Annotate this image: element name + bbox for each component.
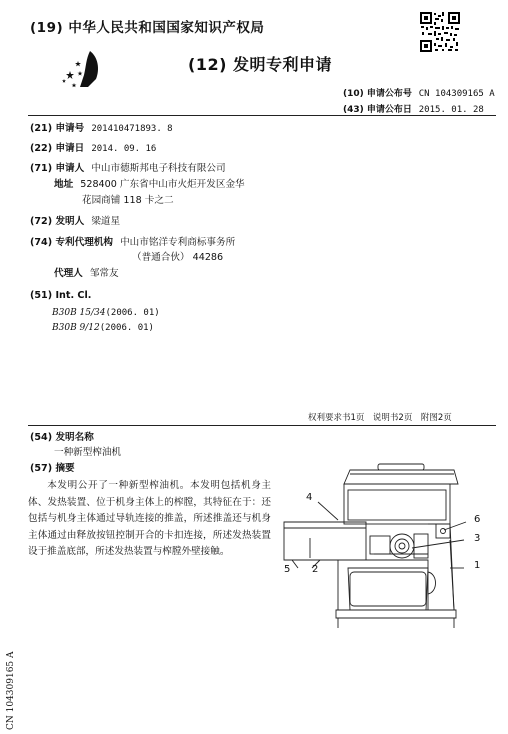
- app-no-label: (21) 申请号: [30, 123, 85, 134]
- document-type: (12) 发明专利申请: [188, 55, 332, 74]
- title-label-text: (54) 发明名称: [30, 432, 94, 443]
- patent-agency: [30, 237, 235, 249]
- ipc-entry: [52, 307, 160, 319]
- inventor: [30, 216, 120, 228]
- figure-label-2: 2: [312, 564, 319, 575]
- pages-info: 权利要求书1页 说明书2页 附图2页: [308, 413, 452, 423]
- int-cl-label: [30, 290, 91, 302]
- oil-press-figure: [278, 460, 500, 638]
- inventor-value: 梁道星: [91, 216, 121, 227]
- figure-label-4: 4: [306, 492, 313, 503]
- figure-label-6: 6: [474, 514, 481, 525]
- pub-no-value: CN 104309165 A: [418, 89, 495, 99]
- figure-label-1: 1: [474, 560, 481, 571]
- agent-label: 代理人: [54, 268, 83, 279]
- pub-date-label: (43) 申请公布日: [343, 105, 412, 115]
- title-label: [30, 432, 94, 444]
- abstract-label: [30, 463, 75, 475]
- ipc-version: (2006. 01): [105, 308, 160, 318]
- application-number: [30, 123, 173, 135]
- invention-title: 一种新型榨油机: [54, 447, 122, 458]
- ipc-code: B30B 9/12: [52, 323, 100, 333]
- address-label: 地址: [54, 179, 74, 190]
- address: [54, 179, 245, 191]
- agent: [54, 268, 119, 280]
- ipc-entry: [52, 322, 154, 334]
- agency-line1: 中山市铭洋专利商标事务所: [120, 237, 236, 248]
- filing-value: 2014. 09. 16: [91, 144, 157, 154]
- publication-number-row: [343, 86, 495, 99]
- abstract-label-text: (57) 摘要: [30, 463, 75, 474]
- publication-date-row: [343, 102, 484, 115]
- address-line1: 528400 广东省中山市火炬开发区金华: [80, 179, 245, 190]
- app-no-value: 201410471893. 8: [91, 124, 173, 134]
- applicant-value: 中山市德斯邦电子科技有限公司: [91, 163, 226, 174]
- sipo-logo-icon: [60, 47, 100, 89]
- pub-date-value: 2015. 01. 28: [418, 105, 484, 115]
- header-divider: [28, 115, 496, 116]
- int-cl-text: (51) Int. Cl.: [30, 290, 92, 301]
- figure-label-3: 3: [474, 533, 481, 544]
- agent-value: 邹常友: [89, 268, 119, 279]
- applicant-label: (71) 申请人: [30, 163, 85, 174]
- filing-date: [30, 143, 156, 155]
- address-line2: 花园商铺 118 卡之二: [82, 195, 174, 206]
- ipc-version: (2006. 01): [99, 323, 154, 333]
- agency-label: (74) 专利代理机构: [30, 237, 114, 248]
- side-publication-number: CN 104309165 A: [6, 651, 16, 730]
- abstract-text: 本发明公开了一种新型榨油机。本发明包括机身主体、发热装置、位于机身主体上的榨膛，其特征在于：还包括与机身主体通过导轨连接的推盖，所述推盖还与机身主体通过由释放按钮控制开合的卡扣连接，所述发热装置设于推盖底部，所述发热装置与榨膛外壁接触。: [28, 480, 271, 557]
- agency-line2: （普通合伙） 44286: [132, 252, 224, 263]
- applicant: [30, 163, 226, 175]
- filing-label: (22) 申请日: [30, 143, 85, 154]
- section-divider: [28, 425, 496, 426]
- ipc-code: B30B 15/34: [52, 308, 106, 318]
- qr-code-icon: [420, 12, 460, 52]
- figure-label-5: 5: [284, 564, 291, 575]
- pub-no-label: (10) 申请公布号: [343, 89, 412, 99]
- inventor-label: (72) 发明人: [30, 216, 85, 227]
- office-name: (19) 中华人民共和国国家知识产权局: [30, 20, 265, 36]
